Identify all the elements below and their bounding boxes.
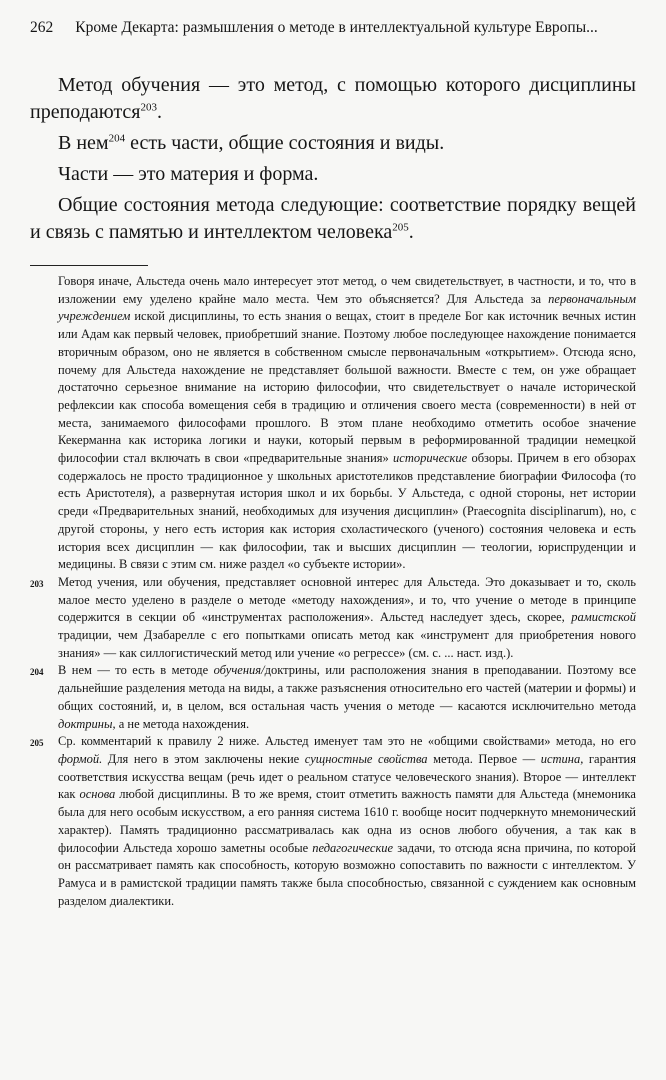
running-title: Кроме Декарта: размышления о методе в интеллектуальной культуре Европы... xyxy=(75,19,598,36)
footnotes xyxy=(30,273,636,910)
footnote-ref[interactable]: 204 xyxy=(108,132,126,145)
paragraph-text: Части — это материя и форма. xyxy=(58,163,319,185)
footnote-text: Метод учения, или обучения, представляет основной интерес для Альстеда. Это доказывает и то, сколь малое место уделено в разделе о методе «методу нахождения», и то, что учение о методе в принципе содержится в секции об «инструментах расположения». Альстед наследует здесь, скорее, рамистской традиции, чем Дзабарелле с его попытками описать метод как «инструмент для приобретения нового знания» — как силлогистический метод или учение «о регрессе» (см. с. ... наст. изд.). xyxy=(58,574,636,660)
footnote-number: 203 xyxy=(30,578,44,589)
footnote-203 xyxy=(30,574,636,663)
paragraph-text: . xyxy=(408,221,414,243)
paragraph xyxy=(30,72,636,126)
footnote-text: В нем — то есть в методе обучения/доктрины, или расположения знания в преподавании. Поэтому все дальнейшие разделения метода на виды, а также разъяснения относительно его частей (материи и формы) и общих состояний, и, в целом, вся остальная часть учения о методе — касаются исключительно метода доктрины, а не метода нахождения. xyxy=(58,663,636,731)
paragraph xyxy=(30,130,636,157)
footnote-number: 205 xyxy=(30,738,44,749)
footnote-text: Говоря иначе, Альстеда очень мало интересует этот метод, о чем свидетельствует, в частности, и то, что в изложении ему уделено крайне мало места. Чем это объясняется? Для Альстеда за первоначальным учреждением иской дисциплины, то есть знания о вещах, стоит в пределе Бог как источник вечных истин или Адам как первый человек, приобретший знание. Поэтому любое последующее нахождение понимается вторичным образом, оно не является в собственном смысле первоначальным «открытием». Отсюда ясно, почему для Альстеда нахождение не представляет большой важности. Вместе с тем, он уже обращает достаточно серьезное внимание на историю философии, что свидетельствует о начале исторической рефлексии как способа вомещения себя в традицию и отличения своего места (современности) в ней от места, занимаемого философами прошлого. В этом плане необходимо отметить особое значение Кекерманна как историка логики и науки, который первым в реформированной традиции немецкой философии стал включать в свои «предварительные знания» исторические обзоры. Причем в его обзорах содержалось не просто традиционное у школьных аристотеликов представление биографии Философа (то есть Аристотеля), а развернутая история школ и их борьбы. У Альстеда, с одной стороны, нет истории среди «Предварительных знаний, необходимых для изучения дисциплин» (Praecognita disciplinarum), но, с другой стороны, у него есть история как история схоластического (ученого) состояния человека и есть история всех дисциплин — как философии, так и высших дисциплин — теологии, юриспруденции и медицины. В связи с этим см. ниже раздел «о субъекте истории». xyxy=(58,274,636,572)
paragraph-text: . xyxy=(157,101,162,123)
paragraph-text: есть части, общие состояния и виды. xyxy=(125,132,445,154)
footnote-205 xyxy=(30,733,636,910)
footnote-ref[interactable]: 205 xyxy=(392,221,409,234)
main-text xyxy=(30,72,636,250)
page-number: 262 xyxy=(30,19,54,36)
footnote-text: Ср. комментарий к правилу 2 ниже. Альстед именует там это не «общими свойствами» метода, но его формой. Для него в этом заключены некие сущностные свойства метода. Первое — истина, гарантия соответствия искусства вещам (речь идет о реальном статусе человеческого знания). Второе — интеллект как основа любой дисциплины. В то же время, стоит отметить важность памяти для Альстеда (мнемоника была для него особым искусством, а его ранняя система 1610 г. вообще носит подчеркнуто мнемонический характер). Память традиционно рассматривалась как одна из основ любого обучения, а так как в философии Альстеда хорошо заметны особые педагогические задачи, то отсюда ясна причина, по которой он рассматривает память как способность, которую возможно сопоставить по важности с интеллектом. У Рамуса и в рамистской традиции память также была способностью, связанной с суждением как основным разделом диалектики. xyxy=(58,734,636,908)
footnote-separator xyxy=(30,265,148,266)
paragraph-text: Общие состояния метода следующие: соответствие порядку вещей и связь с памятью и интеллектом человека xyxy=(30,194,636,243)
footnote-ref[interactable]: 203 xyxy=(140,101,157,114)
footnote-continuation xyxy=(30,273,636,574)
paragraph xyxy=(30,192,636,246)
paragraph-text: В нем xyxy=(58,132,109,154)
paragraph-text: Метод обучения — это метод, с помощью которого дисциплины преподаются xyxy=(30,74,636,123)
footnote-204 xyxy=(30,662,636,733)
paragraph xyxy=(30,161,636,188)
footnote-number: 204 xyxy=(30,667,44,678)
running-header xyxy=(30,18,640,38)
